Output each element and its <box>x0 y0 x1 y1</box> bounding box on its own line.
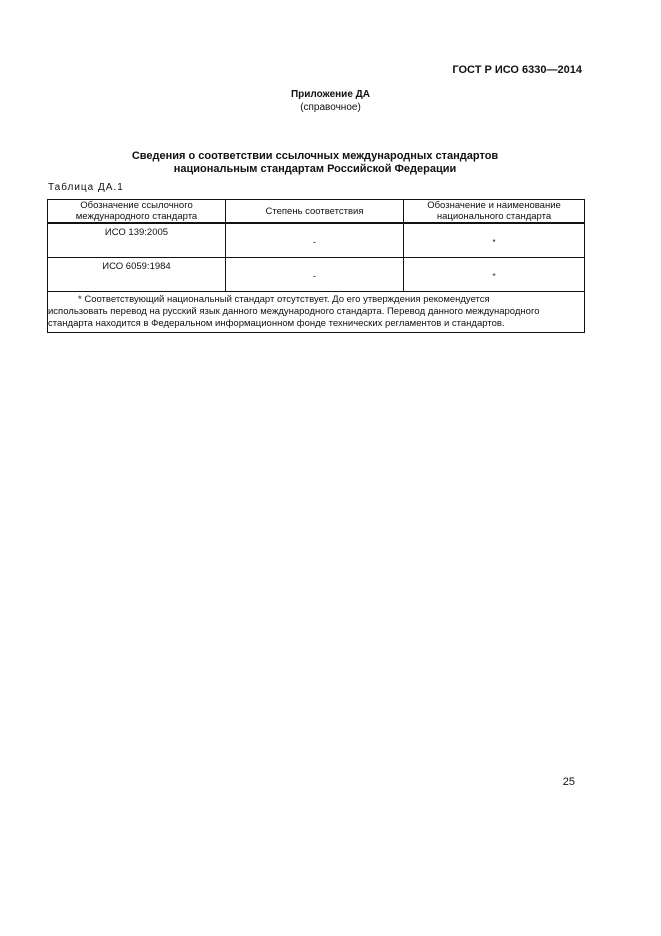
header-line: национального стандарта <box>436 211 552 222</box>
header-line: Степень соответствия <box>265 205 364 217</box>
column-header-international <box>48 200 226 224</box>
footnote-line-3: стандарта находится в Федеральном информационном фонде технических регламентов и стандартов. <box>48 318 505 329</box>
table-row <box>48 258 585 292</box>
column-header-national <box>404 200 585 224</box>
page-number: 25 <box>562 776 575 788</box>
reference-standards-table <box>47 199 585 333</box>
table-footnote <box>48 292 585 333</box>
cell-international-standard: ИСО 139:2005 <box>48 223 226 258</box>
section-heading <box>0 150 630 176</box>
header-line: международного стандарта <box>75 211 198 222</box>
footnote-line-1 <box>48 294 582 306</box>
cell-national-standard: * <box>404 258 585 292</box>
cell-degree: - <box>226 258 404 292</box>
column-header-degree <box>226 200 404 224</box>
header-line: Обозначение ссылочного <box>80 200 193 211</box>
appendix-subtitle: (справочное) <box>300 102 361 113</box>
cell-degree: - <box>226 223 404 258</box>
cell-international-standard: ИСО 6059:1984 <box>48 258 226 292</box>
cell-national-standard: * <box>404 223 585 258</box>
table-row <box>48 223 585 258</box>
table-header-row <box>48 200 585 224</box>
appendix-title: Приложение ДА <box>290 89 371 100</box>
appendix-block <box>0 88 661 114</box>
section-heading-line-1: Сведения о соответствии ссылочных международных стандартов <box>131 150 499 162</box>
footnote-text: * Соответствующий национальный стандарт отсутствует. До его утверждения рекомендуется <box>78 294 490 305</box>
section-heading-line-2: национальным стандартам Российской Федерации <box>173 163 457 175</box>
table-footnote-row <box>48 292 585 333</box>
document-code: ГОСТ Р ИСО 6330—2014 <box>452 64 582 76</box>
table-caption: Таблица ДА.1 <box>48 182 124 193</box>
footnote-line-2: использовать перевод на русский язык данного международного стандарта. Перевод данного международного <box>48 306 540 317</box>
header-line: Обозначение и наименование <box>427 200 561 211</box>
